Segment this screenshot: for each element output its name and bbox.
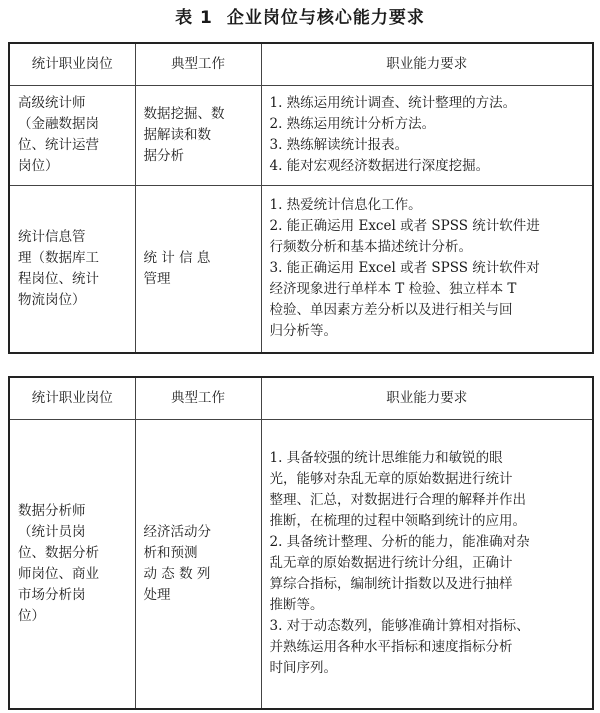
ability-line: 时间序列。 (269, 660, 337, 677)
table-header-row (9, 377, 593, 419)
position-cell (9, 419, 135, 709)
ability-line: 推断等。 (269, 597, 324, 614)
ability-line: 2. 具备统计整理、分析的能力，能准确对杂 (269, 534, 530, 551)
header-position: 统计职业岗位 (9, 43, 135, 85)
ability-line: 光，能够对杂乱无章的原始数据进行统计 (269, 471, 513, 488)
ability-cell (261, 185, 593, 353)
position-line: 统计信息管 (18, 228, 86, 245)
position-line: 位） (18, 607, 45, 624)
ability-line: 乱无章的原始数据进行统计分组，正确计 (269, 555, 513, 572)
header-ability: 职业能力要求 (261, 43, 593, 85)
table-row (9, 85, 593, 185)
ability-cell (261, 419, 593, 709)
table-caption (0, 5, 600, 31)
table-number: 表 1 (175, 8, 213, 28)
position-cell (9, 85, 135, 185)
ability-line: 3. 能正确运用 Excel 或者 SPSS 统计软件对 (269, 260, 540, 277)
ability-line: 1. 热爱统计信息化工作。 (269, 197, 422, 214)
ability-line: 3. 熟练解读统计报表。 (269, 137, 409, 153)
position-line: 师岗位、商业 (18, 565, 99, 582)
work-cell (135, 419, 261, 709)
position-line: 位、数据分析 (18, 544, 99, 561)
table-header-row (9, 43, 593, 85)
position-line: 位、统计运营 (18, 137, 99, 153)
work-line: 析和预测 (143, 544, 198, 561)
ability-line: 检验、单因素方差分析以及进行相关与回 (269, 302, 513, 319)
ability-line: 并熟练运用各种水平指标和速度指标分析 (269, 639, 513, 656)
table-row (9, 419, 593, 709)
ability-line: 1. 具备较强的统计思维能力和敏锐的眼 (269, 450, 503, 467)
header-ability: 职业能力要求 (261, 377, 593, 419)
position-line: 岗位） (18, 158, 59, 174)
work-line: 经济活动分 (143, 523, 211, 540)
work-cell (135, 85, 261, 185)
ability-table-2 (8, 376, 594, 710)
ability-line: 行频数分析和基本描述统计分析。 (269, 239, 472, 256)
position-line: （统计员岗 (18, 523, 86, 540)
work-line: 处理 (143, 586, 171, 603)
position-line: 物流岗位） (18, 291, 86, 308)
ability-line: 推断，在梳理的过程中领略到统计的应用。 (269, 513, 526, 530)
header-position: 统计职业岗位 (9, 377, 135, 419)
ability-line: 2. 能正确运用 Excel 或者 SPSS 统计软件进 (269, 218, 540, 235)
ability-line: 3. 对于动态数列，能够准确计算相对指标、 (269, 618, 530, 635)
work-line: 动 态 数 列 (143, 565, 211, 582)
position-line: 程岗位、统计 (18, 270, 99, 287)
work-line: 据解读和数 (143, 126, 211, 143)
table-row (9, 185, 593, 353)
ability-line: 算综合指标，编制统计指数以及进行抽样 (269, 576, 513, 593)
ability-line: 1. 熟练运用统计调查、统计整理的方法。 (269, 95, 517, 111)
work-line: 管理 (143, 270, 171, 287)
ability-line: 4. 能对宏观经济数据进行深度挖掘。 (269, 158, 490, 174)
ability-line: 归分析等。 (269, 323, 337, 340)
position-line: （金融数据岗 (18, 116, 99, 132)
position-line: 理（数据库工 (18, 249, 99, 266)
work-line: 据分析 (143, 147, 184, 164)
work-cell (135, 185, 261, 353)
position-line: 高级统计师 (18, 95, 86, 111)
ability-line: 经济现象进行单样本 T 检验、独立样本 T (269, 281, 517, 298)
position-line: 市场分析岗 (18, 586, 86, 603)
header-work: 典型工作 (135, 377, 261, 419)
ability-line: 2. 熟练运用统计分析方法。 (269, 116, 436, 132)
work-line: 数据挖掘、数 (143, 105, 225, 122)
table-title: 企业岗位与核心能力要求 (226, 8, 425, 28)
position-line: 数据分析师 (18, 502, 86, 519)
ability-cell (261, 85, 593, 185)
ability-table-1 (8, 42, 594, 354)
header-work: 典型工作 (135, 43, 261, 85)
work-line: 统 计 信 息 (143, 249, 211, 266)
position-cell (9, 185, 135, 353)
ability-line: 整理、汇总，对数据进行合理的解释并作出 (269, 492, 526, 509)
